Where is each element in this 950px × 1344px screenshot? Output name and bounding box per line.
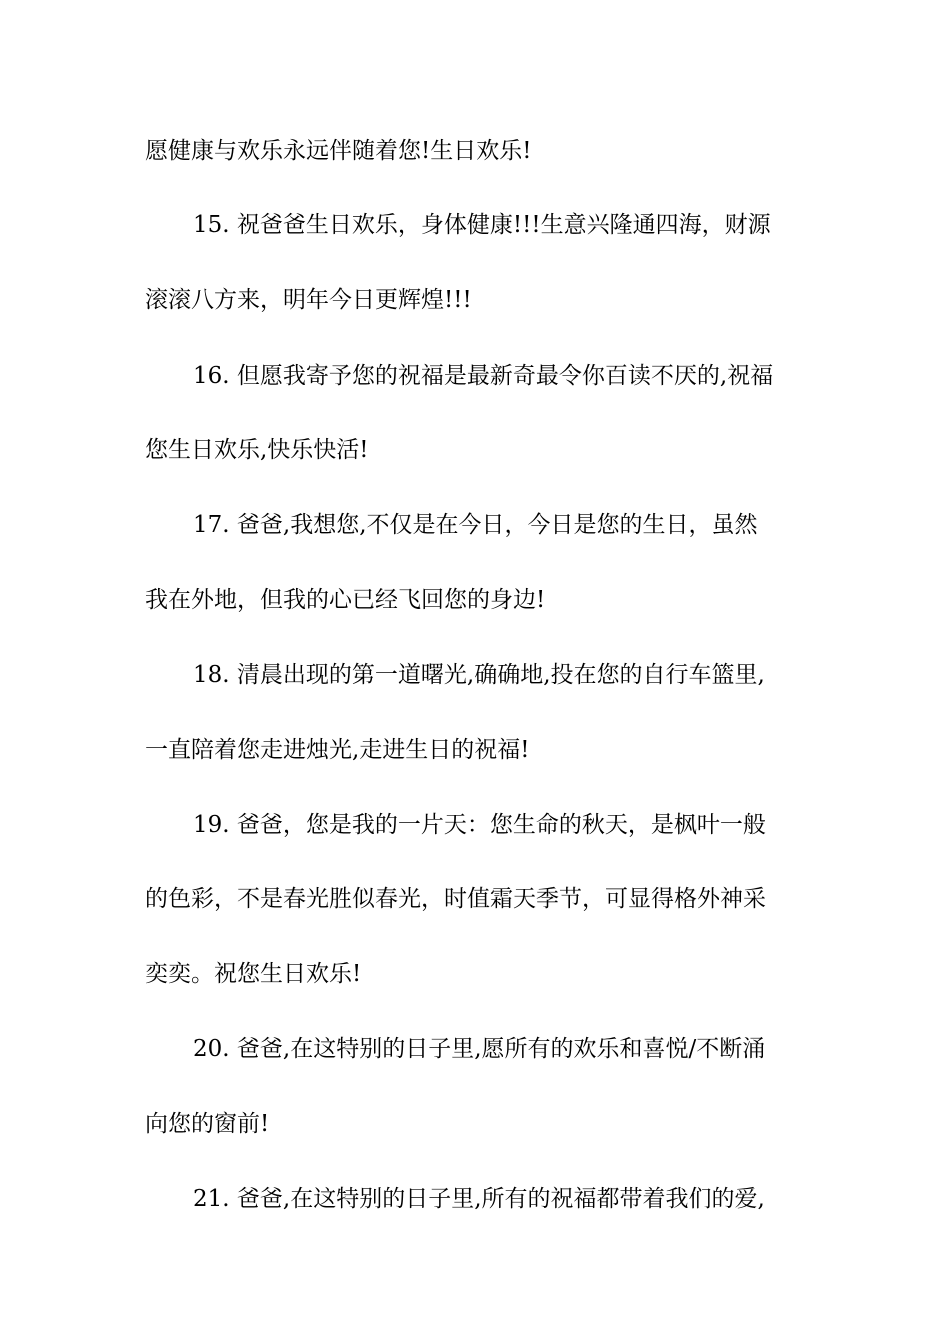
text-line: 20. 爸爸,在这特别的日子里,愿所有的欢乐和喜悦/不断涌 (193, 1036, 766, 1062)
text-line: 15. 祝爸爸生日欢乐，身体健康!!!生意兴隆通四海，财源 (193, 212, 771, 238)
text-line: 的色彩，不是春光胜似春光，时值霜天季节，可显得格外神采 (145, 886, 766, 912)
text-line: 奕奕。祝您生日欢乐! (145, 961, 362, 987)
text-line: 愿健康与欢乐永远伴随着您!生日欢乐! (145, 138, 532, 164)
text-line: 向您的窗前! (145, 1111, 270, 1137)
text-line: 一直陪着您走进烛光,走进生日的祝福! (145, 737, 530, 763)
text-line: 16. 但愿我寄予您的祝福是最新奇最令你百读不厌的,祝福 (193, 363, 774, 389)
text-line: 19. 爸爸，您是我的一片天：您生命的秋天，是枫叶一般 (193, 812, 766, 838)
text-line: 17. 爸爸,我想您,不仅是在今日，今日是您的生日，虽然 (193, 512, 758, 538)
text-line: 21. 爸爸,在这特别的日子里,所有的祝福都带着我们的爱, (193, 1186, 765, 1212)
text-line: 我在外地，但我的心已经飞回您的身边! (145, 587, 546, 613)
text-line: 您生日欢乐,快乐快活! (145, 437, 369, 463)
text-line: 滚滚八方来，明年今日更辉煌!!! (145, 287, 472, 313)
text-line: 18. 清晨出现的第一道曙光,确确地,投在您的自行车篮里, (193, 662, 765, 688)
